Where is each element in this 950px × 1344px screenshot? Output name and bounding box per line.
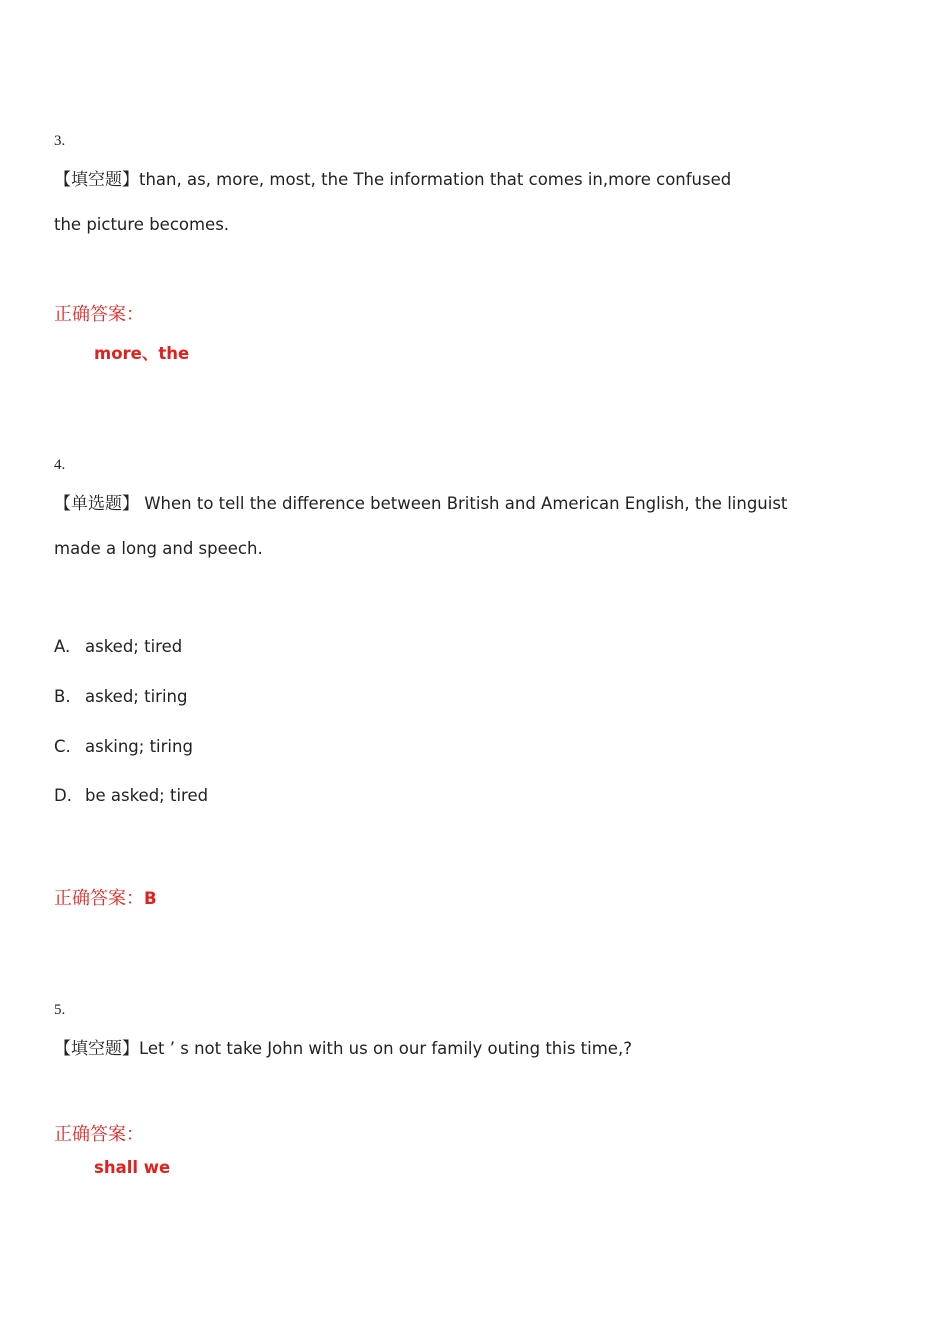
option-letter: B.: [54, 687, 71, 706]
question-text: When to tell the difference between British and American English, the linguist: [139, 494, 788, 513]
question-text-continued: made a long and speech.: [54, 539, 263, 558]
question-number: 4.: [54, 457, 66, 473]
option-b: [54, 687, 187, 706]
question-text-line: [54, 165, 731, 190]
option-d: [54, 786, 208, 805]
option-letter: D.: [54, 786, 72, 805]
question-type-tag: 【填空题】: [54, 170, 139, 190]
correct-answer-value: shall we: [94, 1158, 171, 1177]
question-text-line: [54, 1034, 632, 1059]
question-text-continued: the picture becomes.: [54, 215, 230, 234]
question-text: Let ’ s not take John with us on our family outing this time,?: [139, 1039, 632, 1058]
option-text: asking; tiring: [85, 737, 193, 756]
question-type-tag: 【填空题】: [54, 1039, 139, 1059]
correct-answer-label: 正确答案：: [54, 304, 144, 325]
correct-answer-label: 正确答案：: [54, 1124, 144, 1145]
question-number: 3.: [54, 133, 66, 149]
correct-answer-row: [54, 884, 157, 910]
question-text-line: [54, 489, 787, 514]
question-number: 5.: [54, 1002, 66, 1018]
correct-answer-label: 正确答案：: [54, 888, 144, 909]
option-letter: C.: [54, 737, 71, 756]
option-c: [54, 737, 193, 756]
correct-answer-value: B: [144, 889, 157, 908]
question-text: than, as, more, most, the The information that comes in,more confused: [139, 170, 732, 189]
correct-answer-value: more、the: [94, 344, 190, 363]
option-letter: A.: [54, 637, 71, 656]
option-text: asked; tired: [85, 637, 183, 656]
question-type-tag: 【单选题】: [54, 494, 139, 514]
option-text: asked; tiring: [85, 687, 188, 706]
option-a: [54, 637, 182, 656]
option-text: be asked; tired: [85, 786, 209, 805]
